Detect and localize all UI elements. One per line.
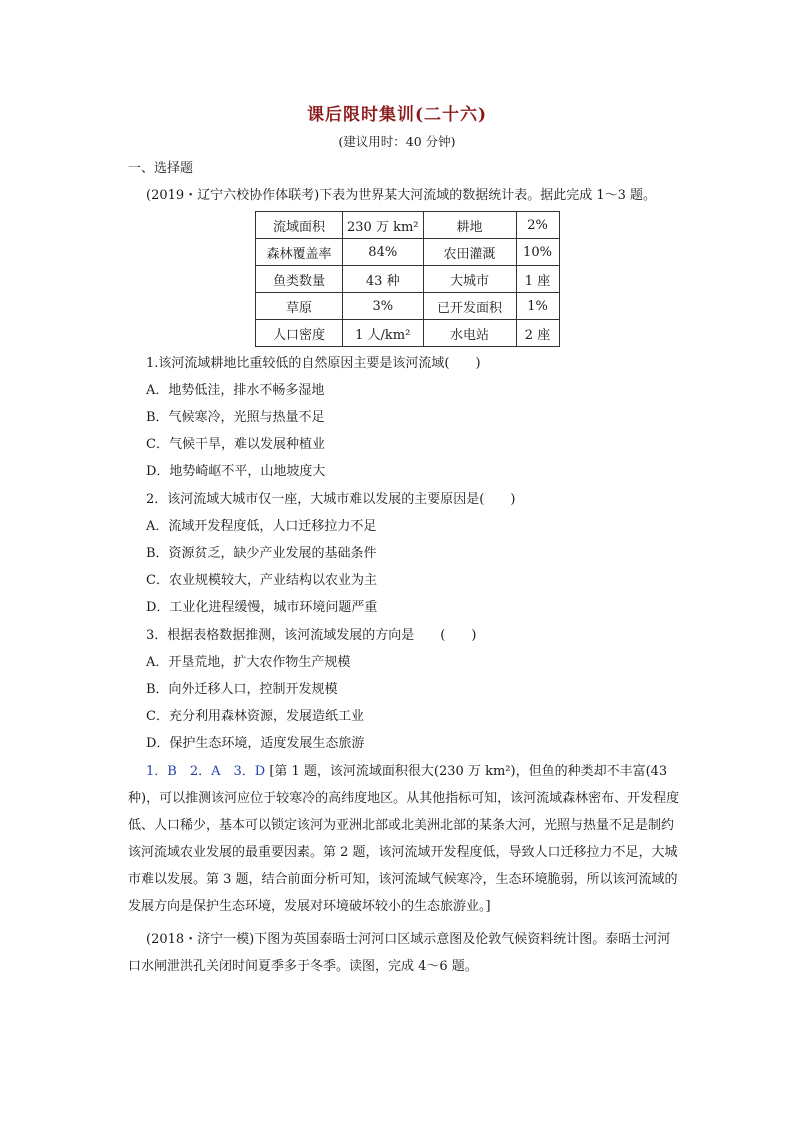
option-c: C．农业规模较大，产业结构以农业为主: [146, 573, 377, 588]
option-b: B．气候寒冷，光照与热量不足: [146, 410, 325, 425]
option-b: B．向外迁移人口，控制开发规模: [146, 682, 338, 697]
answer-text: [第 1 题，该河流域面积很大(230 万 km²)，但鱼的种类却不丰富(43 种)，可以推测该河应位于较寒冷的高纬度地区。从其他指标可知，该河流域森林密布、开发程度低、人口稀少，基本可以锁定该河为亚洲北部或北美洲北部的某条大河，光照与热量不足是制约该河流域农业发展的最重要因素。第 2 题，该河流域开发程度低，导致人口迁移拉力不足，大城市难以发展。第 3 题，结合前面分析可知，该河流域气候寒冷，生态环境脆弱，所以该河流域的发展方向是保护生态环境，发展对环境破坏较小的生态旅游业。]: [128, 764, 680, 914]
table-cell: 农田灌溉: [423, 239, 516, 266]
next-intro: [128, 926, 683, 980]
question-stem: 3．根据表格数据推测，该河流域发展的方向是 ( ): [146, 628, 477, 643]
data-table: [255, 211, 560, 347]
option-c: C．充分利用森林资源，发展造纸工业: [146, 709, 364, 724]
table-cell: 230 万 km²: [343, 212, 424, 239]
option-d: D．保护生态环境，适度发展生态旅游: [146, 736, 365, 751]
section-heading: 一、选择题: [128, 161, 194, 176]
question-stem: 1.该河流域耕地比重较低的自然原因主要是该河流域( ): [146, 356, 481, 371]
table-row: [256, 212, 560, 239]
table-cell: 草原: [256, 293, 343, 320]
page-title: 课后限时集训(二十六): [306, 105, 488, 125]
table-cell: 耕地: [423, 212, 516, 239]
option-a: A．开垦荒地，扩大农作物生产规模: [146, 655, 351, 670]
option-a: A．地势低洼，排水不畅多湿地: [146, 383, 325, 398]
answer-explanation: [128, 758, 683, 920]
option-b: B．资源贫乏，缺少产业发展的基础条件: [146, 546, 377, 561]
table-cell: 43 种: [343, 266, 424, 293]
table-cell: 已开发面积: [423, 293, 516, 320]
option-d: D．地势崎岖不平，山地坡度大: [146, 464, 326, 479]
page-subtitle: (建议用时：40 分钟): [338, 134, 456, 149]
table-cell: 鱼类数量: [256, 266, 343, 293]
question-stem: 2．该河流域大城市仅一座，大城市难以发展的主要原因是( ): [146, 492, 516, 507]
table-row: [256, 239, 560, 266]
table-cell: 人口密度: [256, 320, 343, 347]
table-cell: 流域面积: [256, 212, 343, 239]
table-cell: 1%: [516, 293, 559, 320]
answer-keys: 1．B 2．A 3．D: [146, 764, 266, 779]
table-cell: 2 座: [516, 320, 559, 347]
option-c: C．气候干旱，难以发展种植业: [146, 437, 325, 452]
table-cell: 3%: [343, 293, 424, 320]
table-cell: 森林覆盖率: [256, 239, 343, 266]
next-intro-text: (2018・济宁一模)下图为英国泰晤士河河口区域示意图及伦敦气候资料统计图。泰晤士河河口水闸泄洪孔关闭时间夏季多于冬季。读图，完成 4～6 题。: [128, 932, 671, 974]
table-row: [256, 266, 560, 293]
table-cell: 大城市: [423, 266, 516, 293]
table-cell: 10%: [516, 239, 559, 266]
table-cell: 1 座: [516, 266, 559, 293]
option-a: A．流域开发程度低，人口迁移拉力不足: [146, 519, 377, 534]
table-cell: 1 人/km²: [343, 320, 424, 347]
table-cell: 2%: [516, 212, 559, 239]
section-intro: (2019・辽宁六校协作体联考)下表为世界某大河流域的数据统计表。据此完成 1～3 题。: [146, 188, 657, 203]
option-d: D．工业化进程缓慢，城市环境问题严重: [146, 600, 378, 615]
table-row: [256, 293, 560, 320]
table-cell: 84%: [343, 239, 424, 266]
table-cell: 水电站: [423, 320, 516, 347]
table-row: [256, 320, 560, 347]
